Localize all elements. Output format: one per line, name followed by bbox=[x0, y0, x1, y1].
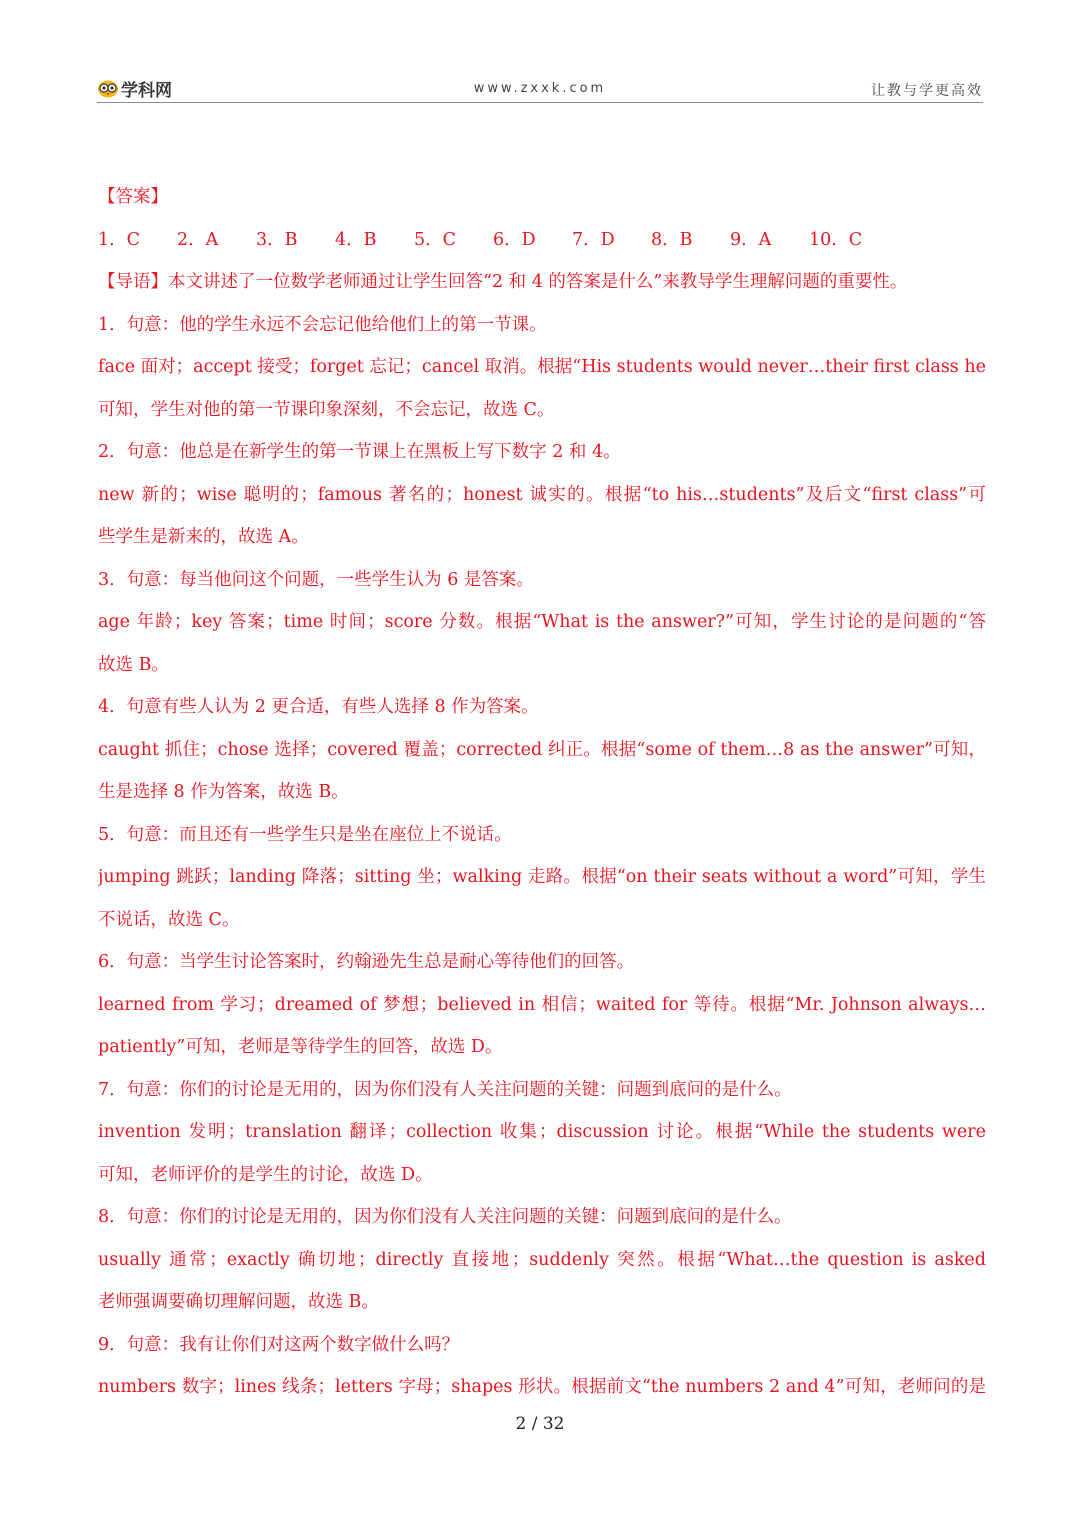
text-line: 8．句意：你们的讨论是无用的，因为你们没有人关注问题的关键：问题到底问的是什么。 bbox=[98, 1207, 792, 1227]
page-header bbox=[97, 76, 983, 103]
text-line: 1．句意：他的学生永远不会忘记他给他们上的第一节课。 bbox=[98, 314, 547, 335]
answer-item: 10．C bbox=[809, 229, 863, 250]
text-line: 9．句意：我有让你们对这两个数字做什么吗？ bbox=[98, 1334, 460, 1355]
text-line: new 新的；wise 聪明的；famous 著名的；honest 诚实的。根据“to his…students”及后文“first class”可 bbox=[98, 484, 986, 505]
text-line: patiently”可知，老师是等待学生的回答，故选 D。 bbox=[98, 1037, 503, 1057]
answer-content bbox=[98, 176, 986, 1409]
text-line: 些学生是新来的，故选 A。 bbox=[98, 527, 309, 547]
answer-item: 9．A bbox=[730, 229, 772, 250]
answer-item: 1．C bbox=[98, 229, 141, 250]
text-line: invention 发明；translation 翻译；collection 收集；discussion 讨论。根据“While the students were bbox=[98, 1122, 986, 1142]
answer-item: 2．A bbox=[177, 229, 219, 250]
answer-heading: 【答案】 bbox=[98, 187, 168, 207]
site-url: www.zxxk.com bbox=[473, 81, 607, 96]
text-line: 老师强调要确切理解问题，故选 B。 bbox=[98, 1292, 379, 1312]
answer-item: 3．B bbox=[256, 229, 298, 250]
text-line: 不说话，故选 C。 bbox=[98, 909, 240, 930]
text-line: numbers 数字；lines 线条；letters 字母；shapes 形状。根据前文“the numbers 2 and 4”可知，老师问的是 bbox=[98, 1377, 986, 1397]
text-line: 4．句意有些人认为 2 更合适，有些人选择 8 作为答案。 bbox=[98, 697, 539, 717]
slogan: 让教与学更高效 bbox=[871, 83, 983, 99]
answer-item: 8．B bbox=[651, 229, 693, 250]
text-line: usually 通常；exactly 确切地；directly 直接地；suddenly 突然。根据“What…the question is asked bbox=[98, 1249, 986, 1270]
text-line: 3．句意：每当他问这个问题，一些学生认为 6 是答案。 bbox=[98, 569, 534, 590]
text-line: 生是选择 8 作为答案，故选 B。 bbox=[98, 782, 349, 802]
text-line: 5．句意：而且还有一些学生只是坐在座位上不说话。 bbox=[98, 824, 512, 845]
answer-list bbox=[98, 219, 986, 262]
text-line: jumping 跳跃；landing 降落；sitting 坐；walking 走路。根据“on their seats without a word”可知，学生 bbox=[98, 867, 986, 887]
text-line: 可知，老师评价的是学生的讨论，故选 D。 bbox=[98, 1164, 433, 1185]
text-line: 6．句意：当学生讨论答案时，约翰逊先生总是耐心等待他们的回答。 bbox=[98, 952, 635, 972]
text-line: 可知，学生对他的第一节课印象深刻，不会忘记，故选 C。 bbox=[98, 399, 555, 420]
text-line: caught 抓住；chose 选择；covered 覆盖；corrected 纠正。根据“some of them…8 as the answer”可知， bbox=[98, 739, 986, 760]
answer-item: 4．B bbox=[335, 229, 377, 250]
text-line: 故选 B。 bbox=[98, 654, 169, 675]
intro-line: 【导语】本文讲述了一位数学老师通过让学生回答“2 和 4 的答案是什么”来教导学生理解问题的重要性。 bbox=[98, 272, 908, 292]
text-line: learned from 学习；dreamed of 梦想；believed in 相信；waited for 等待。根据“Mr. Johnson always… bbox=[98, 994, 986, 1015]
logo-text: 学科网 bbox=[121, 80, 172, 101]
answer-item: 6．D bbox=[493, 229, 536, 250]
text-line: face 面对；accept 接受；forget 忘记；cancel 取消。根据“His students would never…their first class he bbox=[98, 357, 986, 377]
answer-item: 5．C bbox=[414, 229, 457, 250]
text-line: 2．句意：他总是在新学生的第一节课上在黑板上写下数字 2 和 4。 bbox=[98, 442, 621, 462]
answer-item: 7．D bbox=[572, 229, 615, 250]
page-number: 2 / 32 bbox=[515, 1414, 565, 1434]
text-line: age 年龄；key 答案；time 时间；score 分数。根据“What is the answer?”可知，学生讨论的是问题的“答 bbox=[98, 612, 986, 632]
text-line: 7．句意：你们的讨论是无用的，因为你们没有人关注问题的关键：问题到底问的是什么。 bbox=[98, 1079, 792, 1100]
